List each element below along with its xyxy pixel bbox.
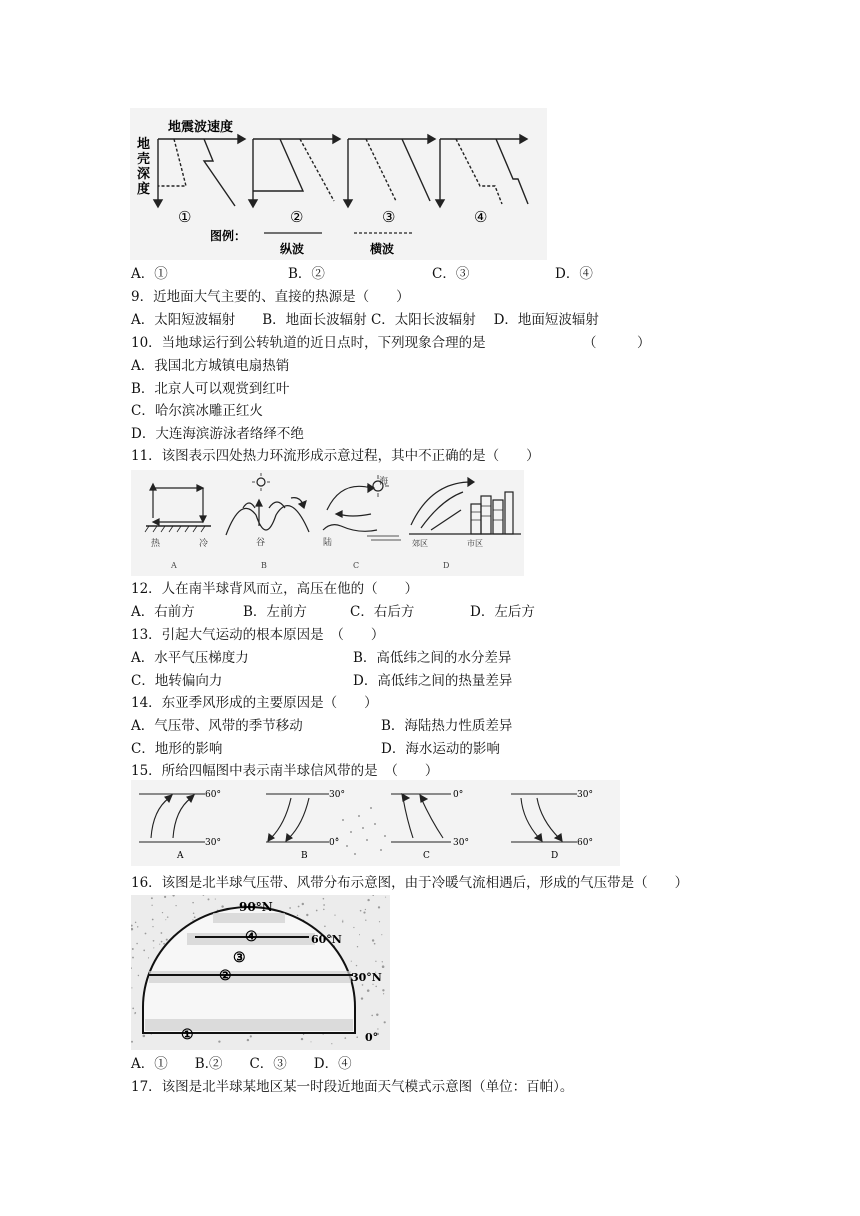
q12-option-c: C．右后方 <box>350 604 415 620</box>
q11-panel-d <box>409 478 521 534</box>
q10-option-a: A．我国北方城镇电扇热销 <box>131 358 290 374</box>
speckle-dot <box>357 946 358 947</box>
fig8-legend-solid: 纵波 <box>280 242 305 256</box>
speckle-dot <box>365 909 366 910</box>
thermal-circulation-figure <box>131 470 524 576</box>
speckle-dot <box>162 912 163 913</box>
q16-lat-30: 30°N <box>351 971 382 984</box>
q13-option-c: C．地转偏向力 <box>131 673 223 689</box>
speckle-dot <box>131 987 132 988</box>
q15-label-d: D <box>551 851 559 861</box>
speckle-dot <box>382 961 383 962</box>
q10-option-d: D．大连海滨游泳者络绎不绝 <box>131 426 304 442</box>
speckle-dot <box>131 1041 133 1043</box>
speckle-dot <box>324 926 326 928</box>
q14-option-c: C．地形的影响 <box>131 741 223 757</box>
speckle-dot <box>362 984 364 986</box>
q10-option-c: C．哈尔滨冰雕正红火 <box>131 403 263 419</box>
q11-panel-b <box>226 473 309 535</box>
q11-label-d: D <box>443 561 450 570</box>
speckle-dot <box>203 895 205 896</box>
q16-hemisphere-outline <box>143 907 355 1033</box>
speckle-dot <box>351 961 352 962</box>
q16-lat-0: 0° <box>365 1031 379 1044</box>
q16-num-1: ① <box>181 1027 194 1043</box>
speckle-dot <box>361 997 363 999</box>
q11-label-c: C <box>353 561 360 570</box>
q12-stem: 12．人在南半球背风而立，高压在他的（ ） <box>131 581 419 597</box>
q12-option-a: A．右前方 <box>131 604 195 620</box>
speckle-dot <box>132 957 134 959</box>
q10-option-b: B．北京人可以观赏到红叶 <box>131 381 290 397</box>
q11-panel-c <box>323 475 401 540</box>
q15-a-bottom: 30° <box>205 838 221 848</box>
fig8-yaxis-4: 度 <box>137 182 151 197</box>
q15-label-c: C <box>423 851 430 861</box>
speckle-dot <box>175 905 176 906</box>
speckle-dot <box>131 925 133 927</box>
speckle-dot <box>371 1015 373 1017</box>
speckle-dot <box>323 909 325 911</box>
speckle-dot <box>381 934 382 935</box>
q11-a-cold: 冷 <box>199 539 209 549</box>
q12-option-d: D．左后方 <box>470 604 535 620</box>
speckle-dot <box>136 943 138 945</box>
speckle-dot <box>356 1036 358 1038</box>
speckle-dot <box>193 913 195 915</box>
q16-lat-90: 90°N <box>239 900 273 914</box>
q15-c-bottom: 30° <box>453 838 469 848</box>
speckle-dot <box>344 1037 346 1039</box>
q11-label-b: B <box>261 561 267 570</box>
speckle-dot <box>372 895 374 896</box>
fig8-panel-4 <box>436 135 528 207</box>
q14-option-d: D．海水运动的影响 <box>381 741 500 757</box>
fig8-yaxis-1: 地 <box>137 137 151 152</box>
fig8-label-1: ① <box>178 208 192 226</box>
q11-stem: 11．该图表示四处热力环流形成示意过程，其中不正确的是（ ） <box>131 448 540 464</box>
speckle-dot <box>161 932 163 934</box>
q16-options: A．① B.② C．③ D．④ <box>131 1056 352 1072</box>
speckle-dot <box>375 986 377 988</box>
q14-option-a: A．气压带、风带的季节移动 <box>131 718 303 734</box>
speckle-dot <box>215 899 216 900</box>
fig8-panel-2 <box>249 135 340 207</box>
speckle-dot <box>385 897 386 898</box>
speckle-dot <box>342 920 343 921</box>
speckle-dot <box>306 914 308 916</box>
q11-c-sea: 海 <box>379 477 389 487</box>
trade-wind-figure <box>131 780 620 866</box>
speckle-dot <box>194 916 196 918</box>
speckle-dot <box>365 920 366 921</box>
speckle-dot <box>247 1039 249 1041</box>
speckle-dot <box>151 905 152 906</box>
speckle-dot <box>153 947 154 948</box>
q13-option-d: D．高低纬之间的热量差异 <box>353 673 513 689</box>
q15-scan-noise <box>336 807 386 855</box>
q11-a-hot: 热 <box>151 539 161 549</box>
pressure-belt-figure <box>131 895 390 1050</box>
fig8-legend-dashed: 横波 <box>370 242 395 256</box>
q11-label-a: A <box>171 561 177 570</box>
fig8-legend-prefix: 图例： <box>210 229 247 243</box>
speckle-dot <box>166 939 168 941</box>
q15-d-top: 30° <box>577 790 593 800</box>
speckle-dot <box>134 1013 135 1014</box>
speckle-dot <box>143 1035 146 1038</box>
speckle-dot <box>382 965 385 968</box>
speckle-dot <box>218 1040 220 1042</box>
speckle-dot <box>163 943 165 945</box>
speckle-dot <box>297 915 298 916</box>
speckle-dot <box>379 921 380 922</box>
speckle-dot <box>192 902 194 904</box>
speckle-dot <box>363 912 365 914</box>
speckle-dot <box>131 967 132 969</box>
q16-stem: 16．该图是北半球气压带、风带分布示意图，由于冷暖气流相遇后，形成的气压带是（ ） <box>131 875 689 891</box>
fig8-label-3: ③ <box>382 208 396 226</box>
speckle-dot <box>323 904 325 906</box>
speckle-dot <box>135 922 136 923</box>
seismic-wave-figure <box>130 108 547 260</box>
q15-a-top: 60° <box>205 790 221 800</box>
speckle-dot <box>151 897 153 899</box>
speckle-dot <box>301 1038 303 1040</box>
speckle-dot <box>221 905 223 907</box>
speckle-dot <box>298 906 300 908</box>
fig8-panel-3 <box>344 135 435 207</box>
q10-paren: （ ） <box>583 335 651 351</box>
speckle-dot <box>138 975 139 976</box>
speckle-dot <box>383 993 384 994</box>
q11-c-land: 陆 <box>323 538 333 548</box>
q13-option-b: B．高低纬之间的水分差异 <box>353 650 512 666</box>
speckle-dot <box>311 1041 312 1042</box>
fig8-yaxis-2: 壳 <box>137 152 151 167</box>
q17-stem: 17．该图是北半球某地区某一时段近地面天气模式示意图（单位：百帕）。 <box>131 1079 574 1095</box>
q11-d-suburb: 郊区 <box>412 539 428 548</box>
speckle-dot <box>323 898 325 900</box>
speckle-dot <box>192 919 193 920</box>
q16-belt-90 <box>213 913 285 923</box>
q16-num-2: ② <box>219 968 232 984</box>
speckle-dot <box>165 919 166 920</box>
speckle-dot <box>376 1014 378 1016</box>
speckle-dot <box>384 1021 386 1023</box>
q16-num-3: ③ <box>233 950 246 966</box>
speckle-dot <box>148 957 149 958</box>
q12-option-b: B．左前方 <box>243 604 307 620</box>
speckle-dot <box>132 948 134 950</box>
q14-option-b: B．海陆热力性质差异 <box>381 718 513 734</box>
speckle-dot <box>375 961 376 962</box>
speckle-dot <box>374 943 376 945</box>
q15-label-b: B <box>301 851 308 861</box>
speckle-dot <box>167 916 169 918</box>
q15-b-top: 30° <box>329 790 345 800</box>
speckle-dot <box>137 926 138 927</box>
q13-stem: 13．引起大气运动的根本原因是 （ ） <box>131 627 385 643</box>
speckle-dot <box>367 989 370 992</box>
speckle-dot <box>377 1028 378 1029</box>
speckle-dot <box>353 927 354 928</box>
speckle-dot <box>289 907 291 909</box>
speckle-dot <box>342 921 344 923</box>
q11-b-valley: 谷 <box>256 538 266 548</box>
q10-stem: 10．当地球运行到公转轨道的近日点时，下列现象合理的是 <box>131 335 486 351</box>
q15-b-bottom: 0° <box>329 838 340 848</box>
fig8-label-2: ② <box>290 208 304 226</box>
speckle-dot <box>356 965 357 966</box>
q9-stem: 9．近地面大气主要的、直接的热源是（ ） <box>131 289 410 305</box>
q11-d-city: 市区 <box>467 539 483 548</box>
speckle-dot <box>153 940 155 942</box>
q8-option-a: A．① <box>131 266 168 282</box>
speckle-dot <box>250 1035 252 1037</box>
q8-option-c: C．③ <box>432 266 470 282</box>
speckle-dot <box>302 903 304 905</box>
q16-lat-60: 60°N <box>311 933 342 946</box>
speckle-dot <box>382 989 384 991</box>
q15-stem: 15．所给四幅图中表示南半球信风带的是 （ ） <box>131 763 439 779</box>
speckle-dot <box>159 944 160 945</box>
q16-num-4: ④ <box>245 929 258 945</box>
q14-stem: 14．东亚季风形成的主要原因是（ ） <box>131 695 378 711</box>
q16-belt-30 <box>149 971 351 983</box>
speckle-dot <box>152 919 154 921</box>
speckle-dot <box>331 1043 332 1044</box>
speckle-dot <box>334 915 335 916</box>
speckle-dot <box>208 898 210 900</box>
speckle-dot <box>145 933 147 935</box>
speckle-dot <box>367 899 369 901</box>
fig8-yaxis-3: 深 <box>137 167 151 182</box>
q15-label-a: A <box>177 851 184 861</box>
q9-options: A．太阳短波辐射 B．地面长波辐射 C．太阳长波辐射 D．地面短波辐射 <box>131 312 599 328</box>
speckle-dot <box>316 910 318 912</box>
fig8-panel-1 <box>154 135 245 207</box>
q11-panel-a <box>145 484 211 532</box>
speckle-dot <box>172 895 174 897</box>
q15-d-bottom: 60° <box>577 838 593 848</box>
speckle-dot <box>164 896 166 898</box>
speckle-dot <box>131 928 133 931</box>
q8-option-b: B．② <box>288 266 325 282</box>
speckle-dot <box>143 950 145 952</box>
speckle-dot <box>152 926 153 927</box>
speckle-dot <box>372 939 374 941</box>
q15-c-top: 0° <box>453 790 464 800</box>
speckle-dot <box>132 1008 134 1010</box>
speckle-dot <box>360 910 362 912</box>
q16-belt-0 <box>145 1019 353 1031</box>
speckle-dot <box>359 934 360 935</box>
speckle-dot <box>161 941 163 943</box>
speckle-dot <box>378 906 380 908</box>
q13-option-a: A．水平气压梯度力 <box>131 650 249 666</box>
fig8-title: 地震波速度 <box>168 120 234 135</box>
q8-option-d: D．④ <box>555 266 593 282</box>
fig8-label-4: ④ <box>474 208 488 226</box>
